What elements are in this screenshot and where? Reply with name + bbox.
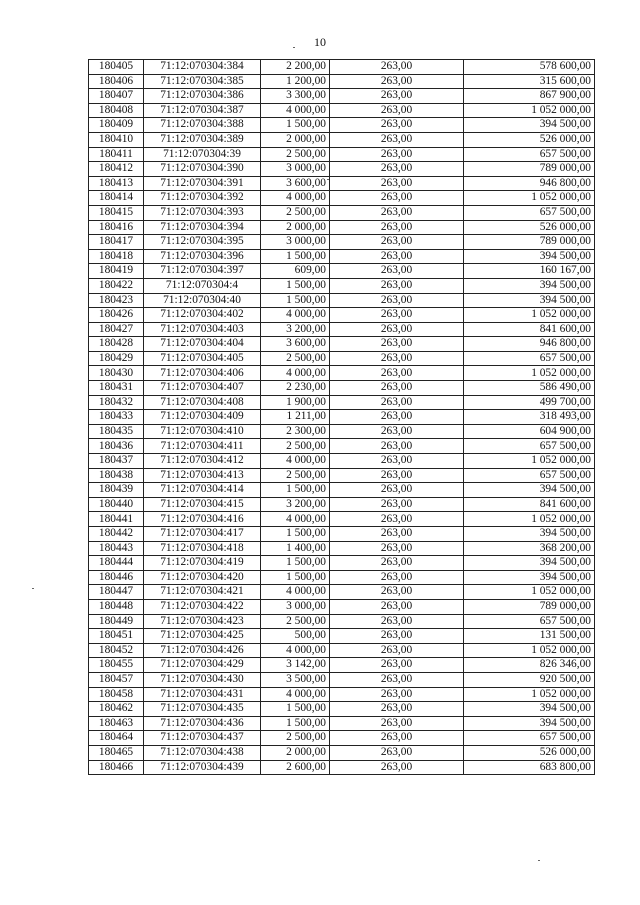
cadastral-number-cell: 71:12:070304:425 xyxy=(144,629,261,644)
table-row xyxy=(89,585,595,600)
total-cell: 657 500,00 xyxy=(464,439,595,454)
cadastral-number-cell: 71:12:070304:420 xyxy=(144,570,261,585)
area-cell: 2 300,00 xyxy=(261,424,330,439)
total-cell: 1 052 000,00 xyxy=(464,687,595,702)
rate-cell: 263,00 xyxy=(330,454,464,469)
area-cell: 4 000,00 xyxy=(261,103,330,118)
area-cell: 1 200,00 xyxy=(261,74,330,89)
table-row xyxy=(89,629,595,644)
table-row xyxy=(89,497,595,512)
area-cell: 2 600,00 xyxy=(261,760,330,775)
rate-cell: 263,00 xyxy=(330,176,464,191)
cadastral-number-cell: 71:12:070304:4 xyxy=(144,278,261,293)
cadastral-number-cell: 71:12:070304:404 xyxy=(144,337,261,352)
rate-cell: 263,00 xyxy=(330,381,464,396)
rate-cell: 263,00 xyxy=(330,716,464,731)
area-cell: 2 500,00 xyxy=(261,439,330,454)
table-row xyxy=(89,439,595,454)
cadastral-number-cell: 71:12:070304:402 xyxy=(144,308,261,323)
area-cell: 2 000,00 xyxy=(261,132,330,147)
parcel-id-cell: 180429 xyxy=(89,351,144,366)
rate-cell: 263,00 xyxy=(330,599,464,614)
cadastral-number-cell: 71:12:070304:395 xyxy=(144,235,261,250)
table-row xyxy=(89,322,595,337)
table-row xyxy=(89,74,595,89)
parcel-id-cell: 180443 xyxy=(89,541,144,556)
table-row xyxy=(89,220,595,235)
parcel-id-cell: 180465 xyxy=(89,745,144,760)
rate-cell: 263,00 xyxy=(330,118,464,133)
cadastral-number-cell: 71:12:070304:411 xyxy=(144,439,261,454)
rate-cell: 263,00 xyxy=(330,351,464,366)
rate-cell: 263,00 xyxy=(330,424,464,439)
parcel-id-cell: 180410 xyxy=(89,132,144,147)
cadastral-number-cell: 71:12:070304:393 xyxy=(144,205,261,220)
table-row xyxy=(89,731,595,746)
cadastral-number-cell: 71:12:070304:39 xyxy=(144,147,261,162)
table-row xyxy=(89,512,595,527)
table-row xyxy=(89,191,595,206)
area-cell: 2 500,00 xyxy=(261,731,330,746)
cadastral-number-cell: 71:12:070304:437 xyxy=(144,731,261,746)
area-cell: 3 200,00 xyxy=(261,497,330,512)
area-cell: 1 211,00 xyxy=(261,410,330,425)
total-cell: 526 000,00 xyxy=(464,132,595,147)
cadastral-number-cell: 71:12:070304:403 xyxy=(144,322,261,337)
total-cell: 394 500,00 xyxy=(464,556,595,571)
rate-cell: 263,00 xyxy=(330,556,464,571)
cadastral-number-cell: 71:12:070304:426 xyxy=(144,643,261,658)
area-cell: 1 900,00 xyxy=(261,395,330,410)
area-cell: 2 500,00 xyxy=(261,614,330,629)
table-row xyxy=(89,103,595,118)
parcel-id-cell: 180449 xyxy=(89,614,144,629)
area-cell: 4 000,00 xyxy=(261,191,330,206)
cadastral-number-cell: 71:12:070304:389 xyxy=(144,132,261,147)
parcel-id-cell: 180432 xyxy=(89,395,144,410)
cadastral-number-cell: 71:12:070304:397 xyxy=(144,264,261,279)
rate-cell: 263,00 xyxy=(330,366,464,381)
parcel-id-cell: 180405 xyxy=(89,60,144,75)
table-row xyxy=(89,643,595,658)
table-row xyxy=(89,176,595,191)
table-row xyxy=(89,118,595,133)
total-cell: 526 000,00 xyxy=(464,220,595,235)
area-cell: 1 500,00 xyxy=(261,483,330,498)
rate-cell: 263,00 xyxy=(330,745,464,760)
total-cell: 841 600,00 xyxy=(464,497,595,512)
area-cell: 3 200,00 xyxy=(261,322,330,337)
area-cell: 2 500,00 xyxy=(261,147,330,162)
table-row xyxy=(89,483,595,498)
cadastral-number-cell: 71:12:070304:423 xyxy=(144,614,261,629)
parcel-id-cell: 180447 xyxy=(89,585,144,600)
table-row xyxy=(89,556,595,571)
total-cell: 318 493,00 xyxy=(464,410,595,425)
total-cell: 394 500,00 xyxy=(464,702,595,717)
area-cell: 3 000,00 xyxy=(261,599,330,614)
area-cell: 1 500,00 xyxy=(261,278,330,293)
table-row xyxy=(89,541,595,556)
total-cell: 394 500,00 xyxy=(464,483,595,498)
area-cell: 3 500,00 xyxy=(261,672,330,687)
area-cell: 1 500,00 xyxy=(261,293,330,308)
total-cell: 657 500,00 xyxy=(464,731,595,746)
cadastral-number-cell: 71:12:070304:438 xyxy=(144,745,261,760)
table-row xyxy=(89,132,595,147)
area-cell: 2 000,00 xyxy=(261,745,330,760)
parcel-id-cell: 180417 xyxy=(89,235,144,250)
total-cell: 160 167,00 xyxy=(464,264,595,279)
total-cell: 394 500,00 xyxy=(464,527,595,542)
total-cell: 131 500,00 xyxy=(464,629,595,644)
parcel-id-cell: 180416 xyxy=(89,220,144,235)
rate-cell: 263,00 xyxy=(330,278,464,293)
rate-cell: 263,00 xyxy=(330,629,464,644)
rate-cell: 263,00 xyxy=(330,672,464,687)
total-cell: 657 500,00 xyxy=(464,468,595,483)
rate-cell: 263,00 xyxy=(330,410,464,425)
total-cell: 315 600,00 xyxy=(464,74,595,89)
rate-cell: 263,00 xyxy=(330,585,464,600)
total-cell: 789 000,00 xyxy=(464,235,595,250)
rate-cell: 263,00 xyxy=(330,147,464,162)
rate-cell: 263,00 xyxy=(330,89,464,104)
parcel-id-cell: 180427 xyxy=(89,322,144,337)
cadastral-number-cell: 71:12:070304:413 xyxy=(144,468,261,483)
cadastral-number-cell: 71:12:070304:410 xyxy=(144,424,261,439)
cadastral-number-cell: 71:12:070304:436 xyxy=(144,716,261,731)
total-cell: 1 052 000,00 xyxy=(464,103,595,118)
table-row xyxy=(89,278,595,293)
table-row xyxy=(89,454,595,469)
total-cell: 586 490,00 xyxy=(464,381,595,396)
parcel-id-cell: 180452 xyxy=(89,643,144,658)
table-row xyxy=(89,716,595,731)
total-cell: 394 500,00 xyxy=(464,570,595,585)
rate-cell: 263,00 xyxy=(330,439,464,454)
table-row xyxy=(89,162,595,177)
total-cell: 657 500,00 xyxy=(464,351,595,366)
parcel-id-cell: 180438 xyxy=(89,468,144,483)
table-row xyxy=(89,308,595,323)
cadastral-number-cell: 71:12:070304:386 xyxy=(144,89,261,104)
total-cell: 499 700,00 xyxy=(464,395,595,410)
table-row xyxy=(89,672,595,687)
area-cell: 1 500,00 xyxy=(261,716,330,731)
parcel-id-cell: 180411 xyxy=(89,147,144,162)
area-cell: 3 600,00 xyxy=(261,176,330,191)
area-cell: 2 500,00 xyxy=(261,468,330,483)
total-cell: 604 900,00 xyxy=(464,424,595,439)
table-row xyxy=(89,687,595,702)
area-cell: 2 230,00 xyxy=(261,381,330,396)
area-cell: 1 500,00 xyxy=(261,570,330,585)
page-number: 10 xyxy=(314,35,326,49)
table-row xyxy=(89,395,595,410)
parcel-id-cell: 180439 xyxy=(89,483,144,498)
rate-cell: 263,00 xyxy=(330,395,464,410)
table-row xyxy=(89,205,595,220)
parcel-id-cell: 180415 xyxy=(89,205,144,220)
cadastral-number-cell: 71:12:070304:385 xyxy=(144,74,261,89)
parcel-id-cell: 180446 xyxy=(89,570,144,585)
total-cell: 578 600,00 xyxy=(464,60,595,75)
area-cell: 2 500,00 xyxy=(261,351,330,366)
total-cell: 789 000,00 xyxy=(464,599,595,614)
area-cell: 3 000,00 xyxy=(261,162,330,177)
table-row xyxy=(89,264,595,279)
cadastral-number-cell: 71:12:070304:405 xyxy=(144,351,261,366)
total-cell: 394 500,00 xyxy=(464,293,595,308)
rate-cell: 263,00 xyxy=(330,731,464,746)
cadastral-number-cell: 71:12:070304:417 xyxy=(144,527,261,542)
cadastral-number-cell: 71:12:070304:414 xyxy=(144,483,261,498)
area-cell: 3 142,00 xyxy=(261,658,330,673)
total-cell: 1 052 000,00 xyxy=(464,643,595,658)
table-row xyxy=(89,235,595,250)
table-row xyxy=(89,381,595,396)
table-row xyxy=(89,745,595,760)
parcel-id-cell: 180428 xyxy=(89,337,144,352)
parcel-id-cell: 180442 xyxy=(89,527,144,542)
parcel-id-cell: 180412 xyxy=(89,162,144,177)
table-row xyxy=(89,760,595,775)
parcel-id-cell: 180436 xyxy=(89,439,144,454)
parcel-id-cell: 180433 xyxy=(89,410,144,425)
cadastral-number-cell: 71:12:070304:416 xyxy=(144,512,261,527)
parcel-id-cell: 180406 xyxy=(89,74,144,89)
rate-cell: 263,00 xyxy=(330,702,464,717)
area-cell: 3 600,00 xyxy=(261,337,330,352)
parcel-id-cell: 180418 xyxy=(89,249,144,264)
total-cell: 394 500,00 xyxy=(464,118,595,133)
rate-cell: 263,00 xyxy=(330,60,464,75)
total-cell: 946 800,00 xyxy=(464,337,595,352)
rate-cell: 263,00 xyxy=(330,293,464,308)
cadastral-number-cell: 71:12:070304:431 xyxy=(144,687,261,702)
cadastral-number-cell: 71:12:070304:412 xyxy=(144,454,261,469)
area-cell: 4 000,00 xyxy=(261,366,330,381)
rate-cell: 263,00 xyxy=(330,308,464,323)
total-cell: 946 800,00 xyxy=(464,176,595,191)
cadastral-number-cell: 71:12:070304:419 xyxy=(144,556,261,571)
table-row xyxy=(89,147,595,162)
total-cell: 826 346,00 xyxy=(464,658,595,673)
cadastral-number-cell: 71:12:070304:388 xyxy=(144,118,261,133)
total-cell: 1 052 000,00 xyxy=(464,191,595,206)
rate-cell: 263,00 xyxy=(330,512,464,527)
parcel-id-cell: 180407 xyxy=(89,89,144,104)
parcel-id-cell: 180437 xyxy=(89,454,144,469)
table-row xyxy=(89,468,595,483)
cadastral-number-cell: 71:12:070304:396 xyxy=(144,249,261,264)
parcel-id-cell: 180455 xyxy=(89,658,144,673)
area-cell: 4 000,00 xyxy=(261,643,330,658)
table-row xyxy=(89,527,595,542)
rate-cell: 263,00 xyxy=(330,643,464,658)
cadastral-number-cell: 71:12:070304:40 xyxy=(144,293,261,308)
table-row xyxy=(89,249,595,264)
total-cell: 1 052 000,00 xyxy=(464,366,595,381)
rate-cell: 263,00 xyxy=(330,541,464,556)
table-body xyxy=(89,60,595,775)
table-row xyxy=(89,614,595,629)
parcel-id-cell: 180464 xyxy=(89,731,144,746)
total-cell: 657 500,00 xyxy=(464,205,595,220)
parcel-id-cell: 180423 xyxy=(89,293,144,308)
table-row xyxy=(89,351,595,366)
parcel-id-cell: 180448 xyxy=(89,599,144,614)
area-cell: 1 500,00 xyxy=(261,118,330,133)
cadastral-number-cell: 71:12:070304:406 xyxy=(144,366,261,381)
rate-cell: 263,00 xyxy=(330,162,464,177)
area-cell: 4 000,00 xyxy=(261,454,330,469)
area-cell: 4 000,00 xyxy=(261,687,330,702)
table-row xyxy=(89,337,595,352)
cadastral-number-cell: 71:12:070304:415 xyxy=(144,497,261,512)
cadastral-number-cell: 71:12:070304:407 xyxy=(144,381,261,396)
parcel-id-cell: 180451 xyxy=(89,629,144,644)
rate-cell: 263,00 xyxy=(330,235,464,250)
total-cell: 683 800,00 xyxy=(464,760,595,775)
rate-cell: 263,00 xyxy=(330,191,464,206)
rate-cell: 263,00 xyxy=(330,74,464,89)
area-cell: 1 500,00 xyxy=(261,556,330,571)
cadastral-number-cell: 71:12:070304:408 xyxy=(144,395,261,410)
total-cell: 1 052 000,00 xyxy=(464,585,595,600)
area-cell: 4 000,00 xyxy=(261,512,330,527)
parcel-id-cell: 180431 xyxy=(89,381,144,396)
area-cell: 1 500,00 xyxy=(261,527,330,542)
rate-cell: 263,00 xyxy=(330,322,464,337)
total-cell: 867 900,00 xyxy=(464,89,595,104)
cadastral-number-cell: 71:12:070304:384 xyxy=(144,60,261,75)
total-cell: 1 052 000,00 xyxy=(464,512,595,527)
rate-cell: 263,00 xyxy=(330,205,464,220)
table-row xyxy=(89,89,595,104)
area-cell: 609,00 xyxy=(261,264,330,279)
rate-cell: 263,00 xyxy=(330,264,464,279)
cadastral-number-cell: 71:12:070304:422 xyxy=(144,599,261,614)
parcel-id-cell: 180435 xyxy=(89,424,144,439)
area-cell: 4 000,00 xyxy=(261,308,330,323)
cadastral-number-cell: 71:12:070304:387 xyxy=(144,103,261,118)
parcel-id-cell: 180457 xyxy=(89,672,144,687)
table-row xyxy=(89,424,595,439)
rate-cell: 263,00 xyxy=(330,483,464,498)
total-cell: 394 500,00 xyxy=(464,716,595,731)
area-cell: 2 500,00 xyxy=(261,205,330,220)
rate-cell: 263,00 xyxy=(330,614,464,629)
parcel-id-cell: 180444 xyxy=(89,556,144,571)
table-row xyxy=(89,702,595,717)
rate-cell: 263,00 xyxy=(330,132,464,147)
parcel-id-cell: 180419 xyxy=(89,264,144,279)
land-registry-table xyxy=(88,59,595,775)
cadastral-number-cell: 71:12:070304:409 xyxy=(144,410,261,425)
total-cell: 1 052 000,00 xyxy=(464,308,595,323)
area-cell: 500,00 xyxy=(261,629,330,644)
area-cell: 3 300,00 xyxy=(261,89,330,104)
table-row xyxy=(89,658,595,673)
rate-cell: 263,00 xyxy=(330,497,464,512)
rate-cell: 263,00 xyxy=(330,249,464,264)
parcel-id-cell: 180422 xyxy=(89,278,144,293)
cadastral-number-cell: 71:12:070304:394 xyxy=(144,220,261,235)
area-cell: 1 500,00 xyxy=(261,702,330,717)
table-row xyxy=(89,410,595,425)
table-row xyxy=(89,599,595,614)
cadastral-number-cell: 71:12:070304:435 xyxy=(144,702,261,717)
rate-cell: 263,00 xyxy=(330,337,464,352)
rate-cell: 263,00 xyxy=(330,220,464,235)
area-cell: 1 500,00 xyxy=(261,249,330,264)
table-row xyxy=(89,293,595,308)
total-cell: 394 500,00 xyxy=(464,278,595,293)
parcel-id-cell: 180441 xyxy=(89,512,144,527)
table-row xyxy=(89,60,595,75)
cadastral-number-cell: 71:12:070304:421 xyxy=(144,585,261,600)
total-cell: 1 052 000,00 xyxy=(464,454,595,469)
area-cell: 4 000,00 xyxy=(261,585,330,600)
cadastral-number-cell: 71:12:070304:439 xyxy=(144,760,261,775)
rate-cell: 263,00 xyxy=(330,527,464,542)
parcel-id-cell: 180426 xyxy=(89,308,144,323)
total-cell: 657 500,00 xyxy=(464,614,595,629)
parcel-id-cell: 180458 xyxy=(89,687,144,702)
table-row xyxy=(89,366,595,381)
rate-cell: 263,00 xyxy=(330,658,464,673)
parcel-id-cell: 180408 xyxy=(89,103,144,118)
cadastral-number-cell: 71:12:070304:429 xyxy=(144,658,261,673)
total-cell: 789 000,00 xyxy=(464,162,595,177)
total-cell: 526 000,00 xyxy=(464,745,595,760)
parcel-id-cell: 180462 xyxy=(89,702,144,717)
parcel-id-cell: 180466 xyxy=(89,760,144,775)
area-cell: 3 000,00 xyxy=(261,235,330,250)
cadastral-number-cell: 71:12:070304:390 xyxy=(144,162,261,177)
parcel-id-cell: 180430 xyxy=(89,366,144,381)
total-cell: 920 500,00 xyxy=(464,672,595,687)
parcel-id-cell: 180414 xyxy=(89,191,144,206)
area-cell: 2 200,00 xyxy=(261,60,330,75)
rate-cell: 263,00 xyxy=(330,468,464,483)
table-row xyxy=(89,570,595,585)
total-cell: 394 500,00 xyxy=(464,249,595,264)
rate-cell: 263,00 xyxy=(330,760,464,775)
parcel-id-cell: 180463 xyxy=(89,716,144,731)
cadastral-number-cell: 71:12:070304:430 xyxy=(144,672,261,687)
parcel-id-cell: 180440 xyxy=(89,497,144,512)
total-cell: 368 200,00 xyxy=(464,541,595,556)
area-cell: 1 400,00 xyxy=(261,541,330,556)
cadastral-number-cell: 71:12:070304:418 xyxy=(144,541,261,556)
total-cell: 657 500,00 xyxy=(464,147,595,162)
parcel-id-cell: 180413 xyxy=(89,176,144,191)
rate-cell: 263,00 xyxy=(330,103,464,118)
cadastral-number-cell: 71:12:070304:392 xyxy=(144,191,261,206)
cadastral-number-cell: 71:12:070304:391 xyxy=(144,176,261,191)
rate-cell: 263,00 xyxy=(330,570,464,585)
area-cell: 2 000,00 xyxy=(261,220,330,235)
parcel-id-cell: 180409 xyxy=(89,118,144,133)
rate-cell: 263,00 xyxy=(330,687,464,702)
total-cell: 841 600,00 xyxy=(464,322,595,337)
